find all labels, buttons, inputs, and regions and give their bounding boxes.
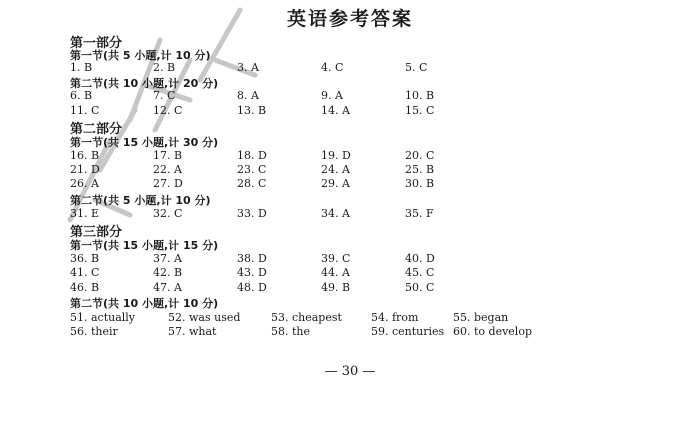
answer-11: 11. C [70,104,100,117]
answer-16: 16. B [70,149,100,162]
part2-heading: 第二部分 [70,122,123,137]
answer-32: 32. C [153,207,183,220]
answer-55: 55. began [453,311,509,324]
page-number: — 30 — [324,364,376,379]
answer-39: 39. C [321,252,351,265]
answer-7: 7. C [153,89,176,102]
answer-2: 2. B [153,61,176,74]
part3-sec2-heading: 第二节(共 10 小题,计 10 分) [70,297,219,310]
answer-14: 14. A [321,104,350,117]
answer-37: 37. A [153,252,182,265]
answer-8: 8. A [237,89,259,102]
answer-28: 28. C [237,177,267,190]
answer-36: 36. B [70,252,100,265]
answer-21: 21. D [70,163,100,176]
part2-sec2-heading: 第二节(共 5 小题,计 10 分) [70,194,211,207]
part1-sec1-heading: 第一节(共 5 小题,计 10 分) [70,49,211,62]
part3-heading: 第三部分 [70,225,123,240]
answer-60: 60. to develop [453,325,532,338]
answer-30: 30. B [405,177,435,190]
answer-56: 56. their [70,325,118,338]
answer-23: 23. C [237,163,267,176]
answer-51: 51. actually [70,311,136,324]
answer-46: 46. B [70,281,100,294]
answer-6: 6. B [70,89,93,102]
answer-17: 17. B [153,149,183,162]
answer-43: 43. D [237,266,267,279]
answer-18: 18. D [237,149,267,162]
part3-sec1-heading: 第一节(共 15 小题,计 15 分) [70,239,219,252]
answer-40: 40. D [405,252,435,265]
answer-20: 20. C [405,149,435,162]
answer-10: 10. B [405,89,435,102]
answer-48: 48. D [237,281,267,294]
answer-4: 4. C [321,61,344,74]
answer-53: 53. cheapest [271,311,342,324]
answer-1: 1. B [70,61,93,74]
page-title: 英语参考答案 [286,8,413,30]
answer-57: 57. what [168,325,217,338]
answer-49: 49. B [321,281,351,294]
answer-41: 41. C [70,266,100,279]
answer-50: 50. C [405,281,435,294]
answer-29: 29. A [321,177,350,190]
answer-12: 12. C [153,104,183,117]
answer-58: 58. the [271,325,311,338]
answer-27: 27. D [153,177,183,190]
answer-38: 38. D [237,252,267,265]
answer-24: 24. A [321,163,350,176]
part2-sec1-heading: 第一节(共 15 小题,计 30 分) [70,136,219,149]
answer-42: 42. B [153,266,183,279]
answer-22: 22. A [153,163,182,176]
answer-34: 34. A [321,207,350,220]
answer-52: 52. was used [168,311,241,324]
answer-35: 35. F [405,207,434,220]
answer-45: 45. C [405,266,435,279]
answer-54: 54. from [371,311,419,324]
answer-47: 47. A [153,281,182,294]
answer-19: 19. D [321,149,351,162]
part1-heading: 第一部分 [70,36,123,51]
answer-31: 31. E [70,207,100,220]
answer-44: 44. A [321,266,350,279]
part1-sec2-heading: 第二节(共 10 小题,计 20 分) [70,77,219,90]
answer-13: 13. B [237,104,267,117]
answer-3: 3. A [237,61,259,74]
answer-9: 9. A [321,89,343,102]
answer-5: 5. C [405,61,428,74]
answer-26: 26. A [70,177,99,190]
answer-15: 15. C [405,104,435,117]
answer-59: 59. centuries [371,325,445,338]
answer-25: 25. B [405,163,435,176]
answer-33: 33. D [237,207,267,220]
